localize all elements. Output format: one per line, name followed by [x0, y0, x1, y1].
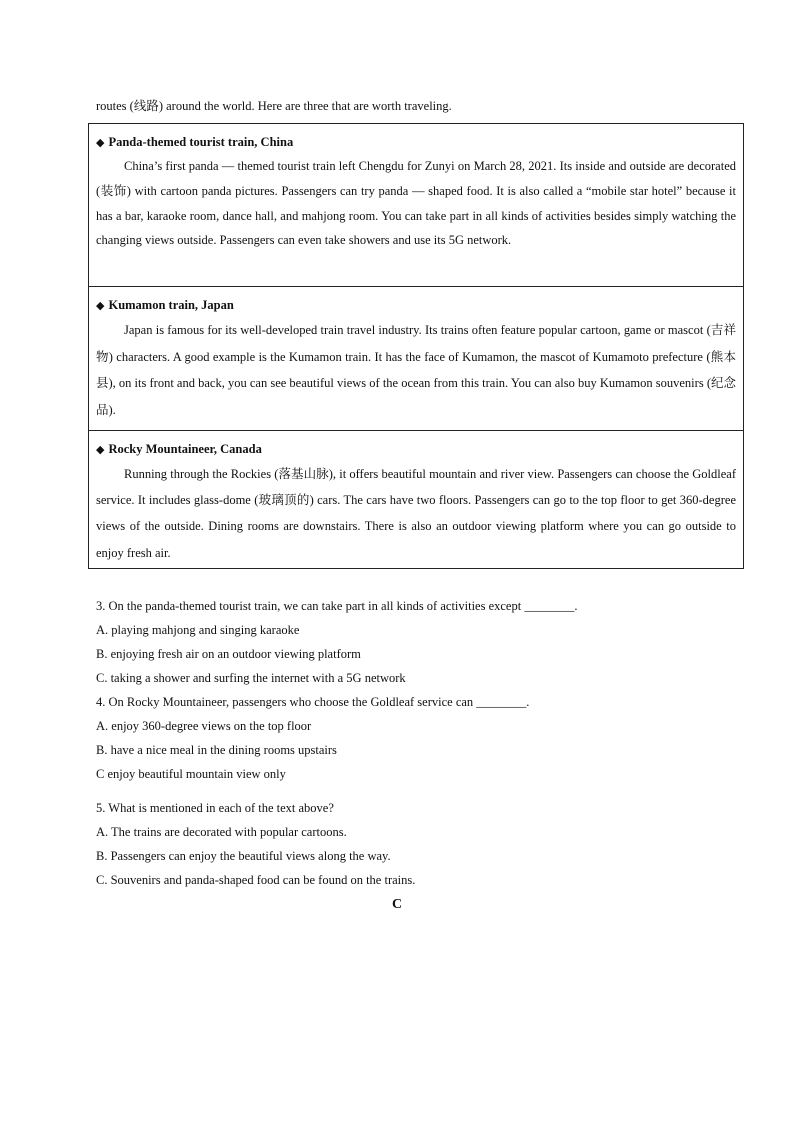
question-3-option-c: C. taking a shower and surfing the internet with a 5G network	[96, 671, 406, 685]
diamond-bullet-icon: ◆	[96, 299, 105, 312]
question-3-option-b: B. enjoying fresh air on an outdoor viewing platform	[96, 647, 361, 661]
section-title: Panda-themed tourist train, China	[108, 135, 294, 149]
section-kumamon-train	[89, 286, 743, 430]
answer-letter: C	[391, 897, 403, 912]
question-3-stem: 3. On the panda-themed tourist train, we can take part in all kinds of activities except ________.	[96, 599, 578, 613]
diamond-bullet-icon: ◆	[96, 443, 105, 456]
question-5-option-a: A. The trains are decorated with popular cartoons.	[96, 825, 347, 839]
intro-line: routes (线路) around the world. Here are three that are worth traveling.	[96, 99, 452, 113]
question-5-stem: 5. What is mentioned in each of the text above?	[96, 801, 334, 815]
diamond-bullet-icon: ◆	[96, 136, 105, 149]
question-4-option-a: A. enjoy 360-degree views on the top floor	[96, 719, 312, 733]
section-text: Running through the Rockies (落基山脉), it offers beautiful mountain and river view. Passengers can choose the Goldleaf service. It includes glass-dome (玻璃顶的) cars. The cars have two floors. Passengers can go to the top floor to get 360-degree views of the outside. Dining rooms are downstairs. There is also an outdoor viewing platform where you can go outside to enjoy fresh air.	[96, 467, 736, 560]
questions-block	[96, 594, 736, 892]
section-title: Rocky Mountaineer, Canada	[108, 442, 262, 456]
section-text: Japan is famous for its well-developed train travel industry. Its trains often feature popular cartoon, game or mascot (吉祥物) characters. A good example is the Kumamon train. It has the face of Kumamon, the mascot of Kumamoto prefecture (熊本县), on its front and back, you can see beautiful views of the ocean from this train. You can also buy Kumamon souvenirs (纪念品).	[96, 323, 736, 417]
section-panda-train	[89, 124, 743, 286]
question-4-option-c: C enjoy beautiful mountain view only	[96, 767, 286, 781]
question-5-option-b: B. Passengers can enjoy the beautiful views along the way.	[96, 849, 391, 863]
section-text: China’s first panda — themed tourist train left Chengdu for Zunyi on March 28, 2021. Its inside and outside are decorated (装饰) with cartoon panda pictures. Passengers can try panda — shaped food. It is also called a “mobile star hotel” because it has a bar, karaoke room, dance hall, and mahjong room. You can take part in all kinds of activities besides simply watching the changing views outside. Passengers can even take showers and use its 5G network.	[96, 159, 736, 248]
question-4-stem: 4. On Rocky Mountaineer, passengers who choose the Goldleaf service can ________.	[96, 695, 530, 709]
question-5-option-c: C. Souvenirs and panda-shaped food can be found on the trains.	[96, 873, 416, 887]
question-3-option-a: A. playing mahjong and singing karaoke	[96, 623, 300, 637]
passage-table	[88, 123, 744, 569]
section-rocky-mountaineer	[89, 430, 743, 569]
question-4-option-b: B. have a nice meal in the dining rooms upstairs	[96, 743, 337, 757]
section-title: Kumamon train, Japan	[108, 298, 234, 312]
